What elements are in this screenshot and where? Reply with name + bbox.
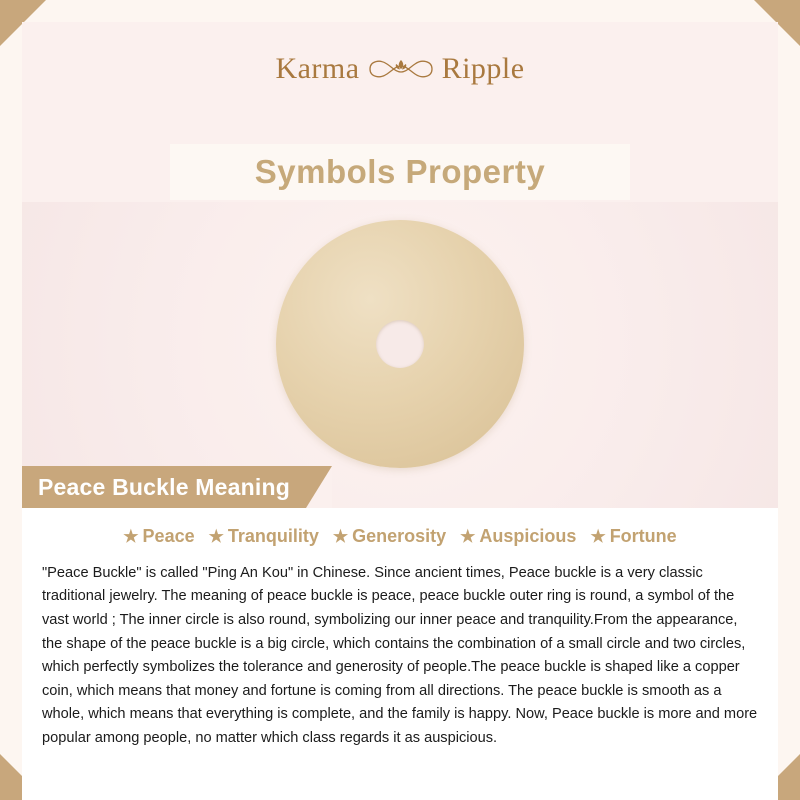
keyword-list <box>40 526 760 547</box>
star-icon: ★ <box>123 527 139 546</box>
peace-buckle-inner-hole <box>376 320 424 368</box>
keyword-label: Tranquility <box>227 526 319 546</box>
keyword-item <box>333 526 446 547</box>
brand-name-left: Karma <box>275 52 360 85</box>
keyword-label: Peace <box>142 526 195 546</box>
star-icon: ★ <box>332 527 349 546</box>
content-panel <box>22 22 778 778</box>
description-paragraph: "Peace Buckle" is called "Ping An Kou" in Chinese. Since ancient times, Peace buckle is a very classic traditional jewelry. The meaning of peace buckle is peace, peace buckle outer ring is round, a symbol of the vast world ; The inner circle is also round, symbolizing our inner peace and tranquility.From the appearance, the shape of the peace buckle is a big circle, which contains the combination of a small circle and two circles, which perfectly symbolizes the tolerance and generosity of people.The peace buckle is shaped like a copper coin, which means that money and fortune is coming from all directions. The peace buckle is smooth as a whole, which means that everything is complete, and the family is happy. Now, Peace buckle is more and more popular among people, no matter which class regards it as auspicious. <box>42 564 758 747</box>
keyword-label: Auspicious <box>479 526 577 546</box>
star-icon: ★ <box>590 527 606 546</box>
keyword-item <box>590 526 676 547</box>
ribbon-tail-decoration <box>306 466 332 508</box>
infinity-lotus-ornament-icon <box>366 52 436 86</box>
keyword-label: Generosity <box>352 526 447 546</box>
keyword-label: Fortune <box>609 526 677 546</box>
keyword-item <box>209 526 319 547</box>
star-icon: ★ <box>460 527 476 546</box>
section-ribbon-label: Peace Buckle Meaning <box>38 473 290 500</box>
peace-buckle-disc-icon <box>276 220 524 468</box>
star-icon: ★ <box>208 527 224 546</box>
section-ribbon <box>22 466 332 508</box>
body-block <box>22 508 778 800</box>
brand-logo <box>22 52 778 86</box>
page-title-band <box>170 144 630 200</box>
keyword-item <box>123 526 194 547</box>
brand-name-right: Ripple <box>441 52 525 85</box>
keyword-item <box>460 526 576 547</box>
page-title: Symbols Property <box>254 153 546 190</box>
